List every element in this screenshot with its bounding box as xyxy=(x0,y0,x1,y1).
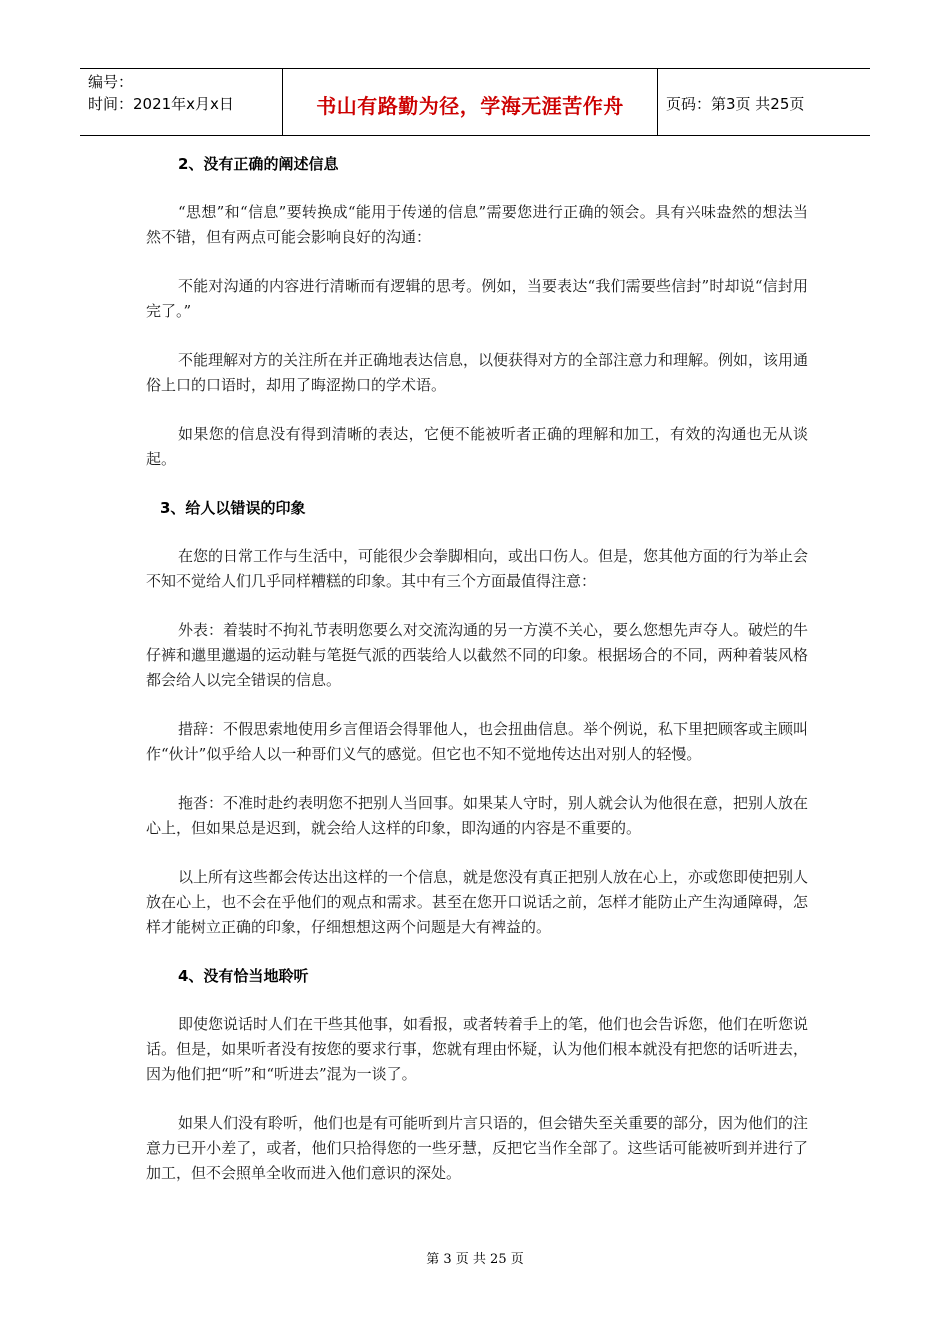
section-heading: 3、给人以错误的印象 xyxy=(160,499,306,517)
paragraph: 拖沓：不准时赴约表明您不把别人当回事。如果某人守时，别人就会认为他很在意，把别人放在心上，但如果总是迟到，就会给人这样的印象，即沟通的内容是不重要的。 xyxy=(146,794,809,837)
section-heading: 2、没有正确的阐述信息 xyxy=(178,155,339,173)
section-heading: 4、没有恰当地聆听 xyxy=(178,967,309,985)
paragraph: 以上所有这些都会传达出这样的一个信息，就是您没有真正把别人放在心上，亦或您即使把别人放在心上，也不会在乎他们的观点和需求。甚至在您开口说话之前，怎样才能防止产生沟通障碍，怎样才能树立正确的印象，仔细想想这两个问题是大有裨益的。 xyxy=(146,868,809,936)
paragraph: 不能对沟通的内容进行清晰而有逻辑的思考。例如，当要表达“我们需要些信封”时却说“信封用完了。” xyxy=(146,277,808,320)
paragraph: 不能理解对方的关注所在并正确地表达信息，以便获得对方的全部注意力和理解。例如，该用通俗上口的口语时，却用了晦涩拗口的学术语。 xyxy=(146,351,809,394)
page-header xyxy=(80,68,870,136)
document-date: 时间：2021年x月x日 xyxy=(88,95,234,113)
section-2 xyxy=(146,152,808,472)
paragraph: 在您的日常工作与生活中，可能很少会拳脚相向，或出口伤人。但是，您其他方面的行为举止会不知不觉给人们几乎同样糟糕的印象。其中有三个方面最值得注意： xyxy=(146,547,809,590)
section-3 xyxy=(146,496,808,940)
paragraph: 如果您的信息没有得到清晰的表达，它便不能被听者正确的理解和加工，有效的沟通也无从谈起。 xyxy=(146,425,808,468)
paragraph: “思想”和“信息”要转换成“能用于传递的信息”需要您进行正确的领会。具有兴味盎然的想法当然不错，但有两点可能会影响良好的沟通： xyxy=(146,203,808,246)
document-number-label: 编号： xyxy=(88,73,134,91)
paragraph: 措辞：不假思索地使用乡言俚语会得罪他人，也会扭曲信息。举个例说，私下里把顾客或主顾叫作“伙计”似乎给人以一种哥们义气的感觉。但它也不知不觉地传达出对别人的轻慢。 xyxy=(146,720,809,763)
header-page-info: 页码：第3页 共25页 xyxy=(666,94,805,113)
header-meta xyxy=(80,69,283,135)
header-motto: 书山有路勤为径，学海无涯苦作舟 xyxy=(283,69,658,135)
paragraph: 即使您说话时人们在干些其他事，如看报，或者转着手上的笔，他们也会告诉您，他们在听您说话。但是，如果听者没有按您的要求行事，您就有理由怀疑，认为他们根本就没有把您的话听进去，因为他们把“听”和“听进去”混为一谈了。 xyxy=(146,1015,809,1083)
section-4 xyxy=(146,964,808,1186)
document-body xyxy=(146,152,808,1210)
paragraph: 如果人们没有聆听，他们也是有可能听到片言只语的，但会错失至关重要的部分，因为他们的注意力已开小差了，或者，他们只拾得您的一些牙慧，反把它当作全部了。这些话可能被听到并进行了加工，但不会照单全收而进入他们意识的深处。 xyxy=(146,1114,809,1182)
paragraph: 外表：着装时不拘礼节表明您要么对交流沟通的另一方漠不关心，要么您想先声夺人。破烂的牛仔裤和邋里邋遢的运动鞋与笔挺气派的西装给人以截然不同的印象。根据场合的不同，两种着装风格都会给人以完全错误的信息。 xyxy=(146,621,809,689)
page-footer: 第 3 页 共 25 页 xyxy=(426,1252,524,1267)
